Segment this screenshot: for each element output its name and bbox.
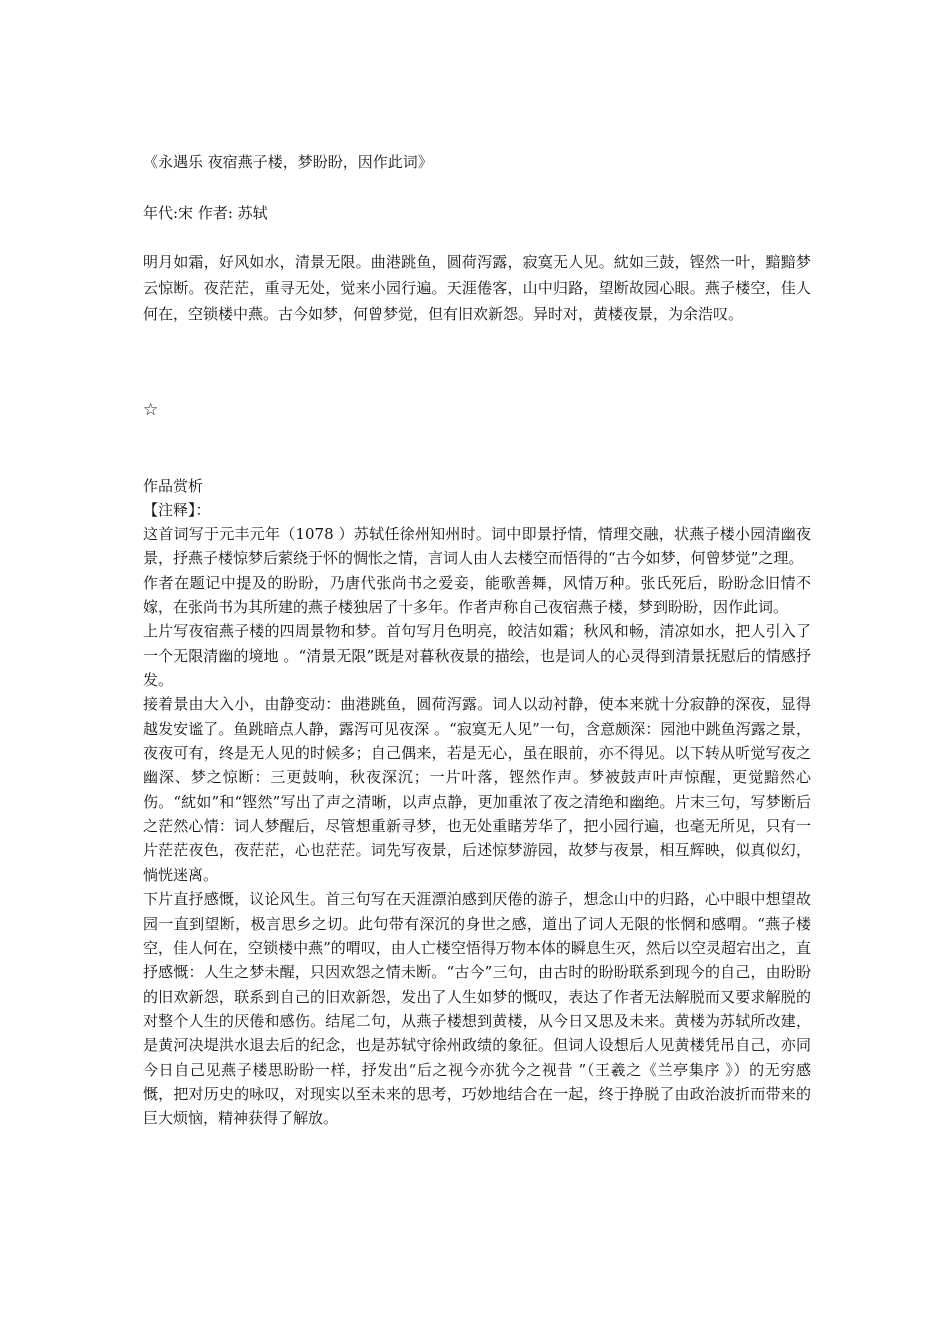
notes-heading: 【注释】：: [143, 501, 211, 519]
appreciation-heading: 作品赏析: [143, 477, 204, 495]
appreciation-body: [143, 522, 811, 1131]
dynasty-author-line: 年代:宋 作者: 苏轼: [143, 204, 268, 222]
paragraph-1: 这首词写于元丰元年（1078 ）苏轼任徐州知州时。词中即景抒情，情理交融，状燕子楼小园清幽夜景，抒燕子楼惊梦后萦绕于怀的惆怅之情，言词人由人去楼空而悟得的“古今如梦，何曾梦觉”之理。: [143, 525, 811, 568]
poem-text: 明月如霜，好风如水，清景无限。曲港跳鱼，圆荷泻露，寂寞无人见。紞如三鼓，铿然一叶，黯黯梦云惊断。夜茫茫，重寻无处，觉来小园行遍。天涯倦客，山中归路，望断故园心眼。燕子楼空，佳人何在，空锁楼中燕。古今如梦，何曾梦觉，但有旧欢新怨。异时对，黄楼夜景，为余浩叹。: [143, 253, 811, 323]
star-divider-icon: ☆: [143, 400, 159, 420]
paragraph-2: 作者在题记中提及的盼盼，乃唐代张尚书之爱妾，能歌善舞，风情万种。张氏死后，盼盼念旧情不嫁，在张尚书为其所建的燕子楼独居了十多年。作者声称自己夜宿燕子楼，梦到盼盼，因作此词。: [143, 573, 811, 617]
paragraph-5: 下片直抒感慨，议论风生。首三句写在天涯漂泊感到厌倦的游子，想念山中的归路，心中眼中想望故园一直到望断，极言思乡之切。此句带有深沉的身世之感，道出了词人无限的怅惘和感喟。“燕子楼空，佳人何在，空锁楼中燕”的喟叹，由人亡楼空悟得万物本体的瞬息生灭，然后以空灵超宕出之，直抒感慨：人生之梦未醒，只因欢怨之情未断。“古今”三句，由古时的盼盼联系到现今的自己，由盼盼的旧欢新怨，联系到自己的旧欢新怨，发出了人生如梦的慨叹，表达了作者无法解脱而又要求解脱的对整个人生的厌倦和感伤。结尾二句，从燕子楼想到黄楼，从今日又思及未来。黄楼为苏轼所改建，是黄河决堤洪水退去后的纪念，也是苏轼守徐州政绩的象征。但词人设想后人见黄楼凭吊自己，亦同今日自己见燕子楼思盼盼一样，抒发出“后之视今亦犹今之视昔 ”（王羲之《兰亭集序 》）的无穷感慨，把对历史的咏叹，对现实以至未来的思考，巧妙地结合在一起，终于挣脱了由政治波折而带来的巨大烦恼，精神获得了解放。: [143, 890, 811, 1128]
paragraph-3: 上片写夜宿燕子楼的四周景物和梦。首句写月色明亮，皎洁如霜；秋风和畅，清凉如水，把人引入了一个无限清幽的境地 。“清景无限”既是对暮秋夜景的描绘，也是词人的心灵得到清景抚慰后的情感抒发。: [143, 622, 811, 690]
document-title: 《永遇乐 夜宿燕子楼，梦盼盼，因作此词》: [143, 153, 433, 171]
paragraph-4: 接着景由大入小，由静变动：曲港跳鱼，圆荷泻露。词人以动衬静，使本来就十分寂静的深夜，显得越发安谧了。鱼跳暗点人静，露泻可见夜深 。“寂寞无人见”一句，含意颇深：园池中跳鱼泻露之景，夜夜可有，终是无人见的时候多；自己偶来，若是无心，虽在眼前，亦不得见。以下转从听觉写夜之幽深、梦之惊断：三更鼓响，秋夜深沉；一片叶落，铿然作声。梦被鼓声叶声惊醒，更觉黯然心伤。“紞如”和“铿然”写出了声之清晰，以声点静，更加重浓了夜之清绝和幽绝。片末三句，写梦断后之茫然心情：词人梦醒后，尽管想重新寻梦，也无处重睹芳华了，把小园行遍，也毫无所见，只有一片茫茫夜色，夜茫茫，心也茫茫。词先写夜景，后述惊梦游园，故梦与夜景，相互辉映，似真似幻，惝恍迷离。: [143, 695, 811, 884]
